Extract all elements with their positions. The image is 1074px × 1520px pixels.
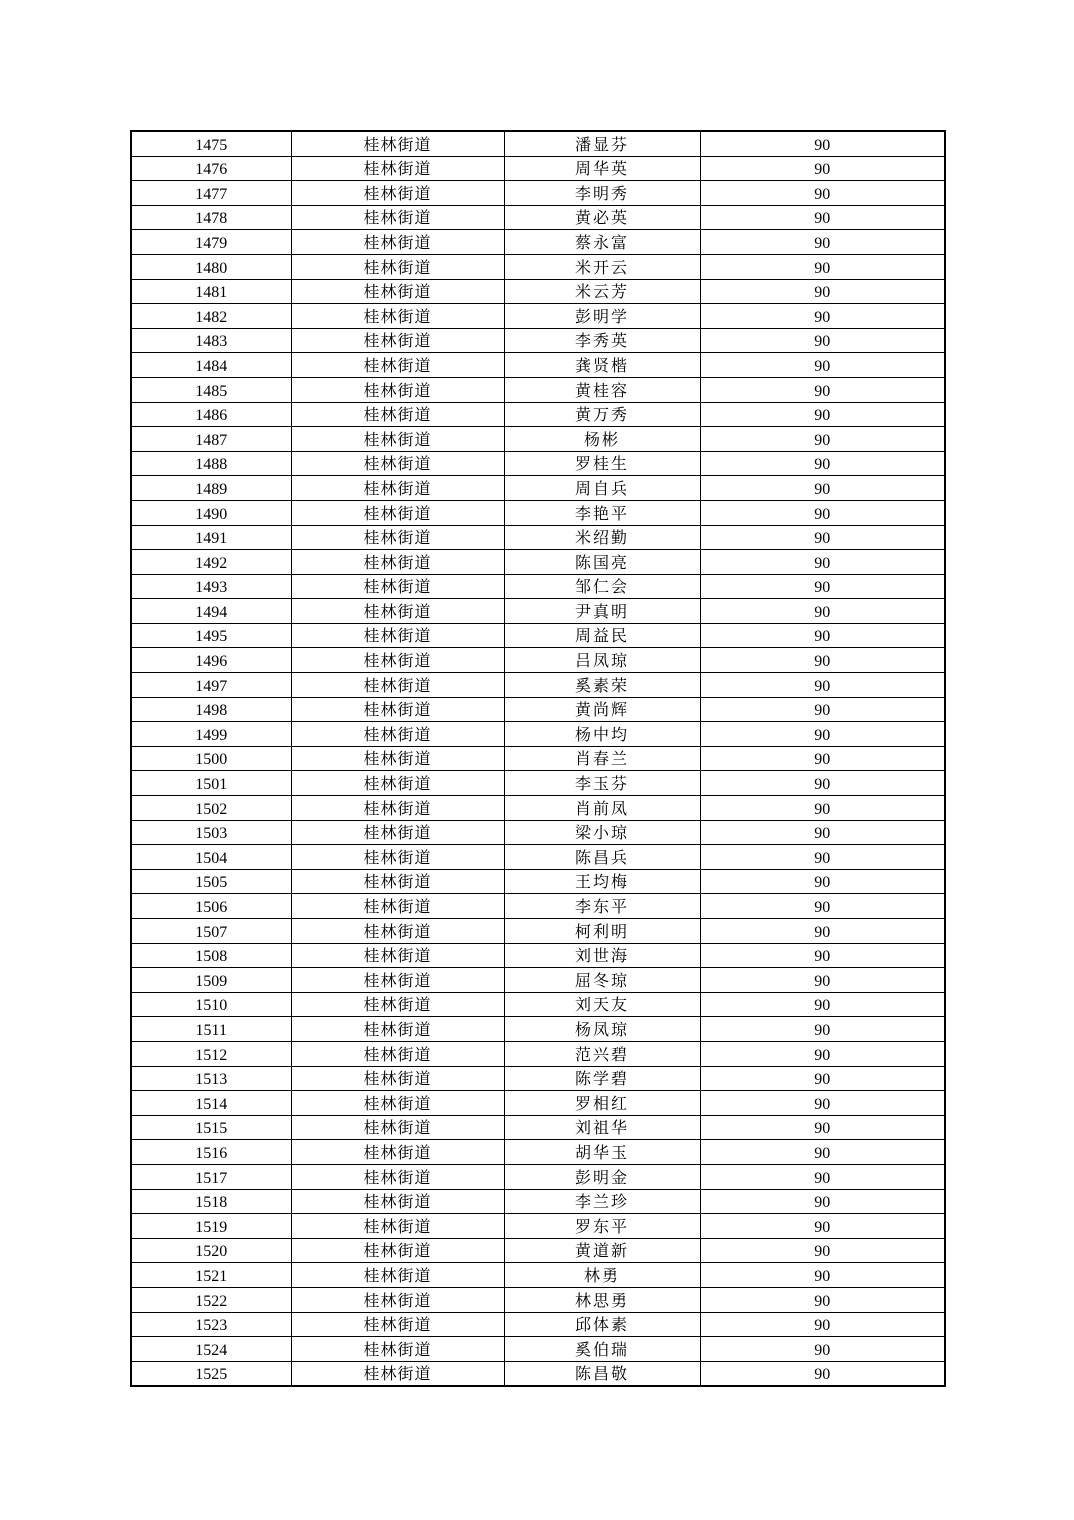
amount-cell: 90 — [700, 599, 945, 624]
street-cell: 桂林街道 — [291, 1361, 504, 1386]
street-cell: 桂林街道 — [291, 796, 504, 821]
name-cell: 黄道新 — [504, 1238, 700, 1263]
table-row — [131, 1263, 945, 1288]
street-cell: 桂林街道 — [291, 1017, 504, 1042]
name-cell: 刘祖华 — [504, 1115, 700, 1140]
serial-number-cell: 1509 — [131, 968, 291, 993]
serial-number-cell: 1502 — [131, 796, 291, 821]
amount-cell: 90 — [700, 1263, 945, 1288]
name-cell: 米绍勤 — [504, 525, 700, 550]
serial-number-cell: 1504 — [131, 845, 291, 870]
street-cell: 桂林街道 — [291, 156, 504, 181]
table-row — [131, 304, 945, 329]
serial-number-cell: 1522 — [131, 1287, 291, 1312]
name-cell: 周华英 — [504, 156, 700, 181]
table-row — [131, 1287, 945, 1312]
table-row — [131, 451, 945, 476]
street-cell: 桂林街道 — [291, 574, 504, 599]
street-cell: 桂林街道 — [291, 304, 504, 329]
name-cell: 林思勇 — [504, 1287, 700, 1312]
serial-number-cell: 1517 — [131, 1164, 291, 1189]
amount-cell: 90 — [700, 1017, 945, 1042]
serial-number-cell: 1492 — [131, 550, 291, 575]
street-cell: 桂林街道 — [291, 377, 504, 402]
table-row — [131, 697, 945, 722]
street-cell: 桂林街道 — [291, 722, 504, 747]
table-row — [131, 1140, 945, 1165]
street-cell: 桂林街道 — [291, 230, 504, 255]
amount-cell: 90 — [700, 1115, 945, 1140]
name-cell: 彭明金 — [504, 1164, 700, 1189]
name-cell: 刘世海 — [504, 943, 700, 968]
serial-number-cell: 1486 — [131, 402, 291, 427]
street-cell: 桂林街道 — [291, 279, 504, 304]
serial-number-cell: 1480 — [131, 254, 291, 279]
table-row — [131, 427, 945, 452]
amount-cell: 90 — [700, 1312, 945, 1337]
name-cell: 王均梅 — [504, 869, 700, 894]
table-row — [131, 550, 945, 575]
table-row — [131, 1164, 945, 1189]
name-cell: 柯利明 — [504, 919, 700, 944]
serial-number-cell: 1514 — [131, 1091, 291, 1116]
name-cell: 米云芳 — [504, 279, 700, 304]
serial-number-cell: 1516 — [131, 1140, 291, 1165]
serial-number-cell: 1505 — [131, 869, 291, 894]
table-row — [131, 205, 945, 230]
serial-number-cell: 1496 — [131, 648, 291, 673]
name-cell: 胡华玉 — [504, 1140, 700, 1165]
name-cell: 杨彬 — [504, 427, 700, 452]
serial-number-cell: 1490 — [131, 500, 291, 525]
amount-cell: 90 — [700, 673, 945, 698]
amount-cell: 90 — [700, 919, 945, 944]
name-cell: 杨凤琼 — [504, 1017, 700, 1042]
name-cell: 周益民 — [504, 623, 700, 648]
name-cell: 黄万秀 — [504, 402, 700, 427]
amount-cell: 90 — [700, 230, 945, 255]
serial-number-cell: 1520 — [131, 1238, 291, 1263]
amount-cell: 90 — [700, 648, 945, 673]
name-cell: 刘天友 — [504, 992, 700, 1017]
serial-number-cell: 1495 — [131, 623, 291, 648]
amount-cell: 90 — [700, 1287, 945, 1312]
serial-number-cell: 1475 — [131, 131, 291, 156]
serial-number-cell: 1513 — [131, 1066, 291, 1091]
table-row — [131, 1066, 945, 1091]
roster-table — [130, 130, 946, 1387]
street-cell: 桂林街道 — [291, 205, 504, 230]
street-cell: 桂林街道 — [291, 131, 504, 156]
table-row — [131, 746, 945, 771]
serial-number-cell: 1518 — [131, 1189, 291, 1214]
name-cell: 陈昌兵 — [504, 845, 700, 870]
street-cell: 桂林街道 — [291, 1337, 504, 1362]
serial-number-cell: 1501 — [131, 771, 291, 796]
street-cell: 桂林街道 — [291, 1091, 504, 1116]
name-cell: 林勇 — [504, 1263, 700, 1288]
amount-cell: 90 — [700, 1214, 945, 1239]
table-row — [131, 131, 945, 156]
name-cell: 李明秀 — [504, 181, 700, 206]
name-cell: 李东平 — [504, 894, 700, 919]
table-row — [131, 279, 945, 304]
serial-number-cell: 1500 — [131, 746, 291, 771]
serial-number-cell: 1494 — [131, 599, 291, 624]
amount-cell: 90 — [700, 1361, 945, 1386]
table-row — [131, 845, 945, 870]
street-cell: 桂林街道 — [291, 1189, 504, 1214]
name-cell: 屈冬琼 — [504, 968, 700, 993]
amount-cell: 90 — [700, 845, 945, 870]
amount-cell: 90 — [700, 943, 945, 968]
table-row — [131, 377, 945, 402]
amount-cell: 90 — [700, 1066, 945, 1091]
name-cell: 罗桂生 — [504, 451, 700, 476]
street-cell: 桂林街道 — [291, 894, 504, 919]
name-cell: 龚贤楷 — [504, 353, 700, 378]
serial-number-cell: 1485 — [131, 377, 291, 402]
amount-cell: 90 — [700, 156, 945, 181]
table-row — [131, 820, 945, 845]
name-cell: 范兴碧 — [504, 1041, 700, 1066]
amount-cell: 90 — [700, 402, 945, 427]
table-row — [131, 992, 945, 1017]
street-cell: 桂林街道 — [291, 1041, 504, 1066]
name-cell: 潘显芬 — [504, 131, 700, 156]
table-row — [131, 1091, 945, 1116]
serial-number-cell: 1506 — [131, 894, 291, 919]
table-row — [131, 574, 945, 599]
serial-number-cell: 1521 — [131, 1263, 291, 1288]
amount-cell: 90 — [700, 1189, 945, 1214]
table-row — [131, 943, 945, 968]
street-cell: 桂林街道 — [291, 673, 504, 698]
street-cell: 桂林街道 — [291, 1214, 504, 1239]
street-cell: 桂林街道 — [291, 845, 504, 870]
serial-number-cell: 1524 — [131, 1337, 291, 1362]
table-row — [131, 525, 945, 550]
name-cell: 黄必英 — [504, 205, 700, 230]
street-cell: 桂林街道 — [291, 869, 504, 894]
street-cell: 桂林街道 — [291, 353, 504, 378]
serial-number-cell: 1525 — [131, 1361, 291, 1386]
name-cell: 梁小琼 — [504, 820, 700, 845]
table-row — [131, 599, 945, 624]
serial-number-cell: 1507 — [131, 919, 291, 944]
amount-cell: 90 — [700, 525, 945, 550]
amount-cell: 90 — [700, 500, 945, 525]
street-cell: 桂林街道 — [291, 1140, 504, 1165]
serial-number-cell: 1493 — [131, 574, 291, 599]
table-row — [131, 968, 945, 993]
serial-number-cell: 1487 — [131, 427, 291, 452]
street-cell: 桂林街道 — [291, 476, 504, 501]
table-row — [131, 181, 945, 206]
street-cell: 桂林街道 — [291, 1263, 504, 1288]
street-cell: 桂林街道 — [291, 181, 504, 206]
serial-number-cell: 1483 — [131, 328, 291, 353]
table-row — [131, 673, 945, 698]
roster-table-body — [131, 131, 945, 1386]
name-cell: 李艳平 — [504, 500, 700, 525]
serial-number-cell: 1476 — [131, 156, 291, 181]
table-row — [131, 623, 945, 648]
serial-number-cell: 1510 — [131, 992, 291, 1017]
table-row — [131, 1115, 945, 1140]
amount-cell: 90 — [700, 377, 945, 402]
street-cell: 桂林街道 — [291, 451, 504, 476]
name-cell: 罗东平 — [504, 1214, 700, 1239]
street-cell: 桂林街道 — [291, 1066, 504, 1091]
table-row — [131, 919, 945, 944]
street-cell: 桂林街道 — [291, 1115, 504, 1140]
serial-number-cell: 1479 — [131, 230, 291, 255]
street-cell: 桂林街道 — [291, 697, 504, 722]
amount-cell: 90 — [700, 476, 945, 501]
amount-cell: 90 — [700, 353, 945, 378]
amount-cell: 90 — [700, 1140, 945, 1165]
amount-cell: 90 — [700, 574, 945, 599]
amount-cell: 90 — [700, 992, 945, 1017]
amount-cell: 90 — [700, 427, 945, 452]
name-cell: 邹仁会 — [504, 574, 700, 599]
serial-number-cell: 1491 — [131, 525, 291, 550]
name-cell: 陈国亮 — [504, 550, 700, 575]
table-row — [131, 1312, 945, 1337]
name-cell: 肖前凤 — [504, 796, 700, 821]
table-row — [131, 402, 945, 427]
street-cell: 桂林街道 — [291, 919, 504, 944]
amount-cell: 90 — [700, 304, 945, 329]
name-cell: 黄桂容 — [504, 377, 700, 402]
amount-cell: 90 — [700, 771, 945, 796]
serial-number-cell: 1481 — [131, 279, 291, 304]
table-row — [131, 1238, 945, 1263]
table-row — [131, 1337, 945, 1362]
table-row — [131, 771, 945, 796]
name-cell: 米开云 — [504, 254, 700, 279]
serial-number-cell: 1484 — [131, 353, 291, 378]
amount-cell: 90 — [700, 623, 945, 648]
amount-cell: 90 — [700, 1091, 945, 1116]
serial-number-cell: 1511 — [131, 1017, 291, 1042]
amount-cell: 90 — [700, 131, 945, 156]
table-row — [131, 796, 945, 821]
name-cell: 李秀英 — [504, 328, 700, 353]
serial-number-cell: 1489 — [131, 476, 291, 501]
table-row — [131, 230, 945, 255]
serial-number-cell: 1477 — [131, 181, 291, 206]
street-cell: 桂林街道 — [291, 623, 504, 648]
street-cell: 桂林街道 — [291, 402, 504, 427]
serial-number-cell: 1478 — [131, 205, 291, 230]
table-row — [131, 894, 945, 919]
table-row — [131, 1017, 945, 1042]
name-cell: 蔡永富 — [504, 230, 700, 255]
name-cell: 奚素荣 — [504, 673, 700, 698]
amount-cell: 90 — [700, 550, 945, 575]
table-row — [131, 1041, 945, 1066]
serial-number-cell: 1499 — [131, 722, 291, 747]
street-cell: 桂林街道 — [291, 1312, 504, 1337]
name-cell: 周自兵 — [504, 476, 700, 501]
street-cell: 桂林街道 — [291, 599, 504, 624]
serial-number-cell: 1498 — [131, 697, 291, 722]
table-row — [131, 254, 945, 279]
amount-cell: 90 — [700, 968, 945, 993]
amount-cell: 90 — [700, 205, 945, 230]
street-cell: 桂林街道 — [291, 1238, 504, 1263]
name-cell: 罗相红 — [504, 1091, 700, 1116]
street-cell: 桂林街道 — [291, 1164, 504, 1189]
street-cell: 桂林街道 — [291, 525, 504, 550]
amount-cell: 90 — [700, 697, 945, 722]
amount-cell: 90 — [700, 254, 945, 279]
table-row — [131, 722, 945, 747]
name-cell: 黄尚辉 — [504, 697, 700, 722]
amount-cell: 90 — [700, 328, 945, 353]
name-cell: 尹真明 — [504, 599, 700, 624]
serial-number-cell: 1497 — [131, 673, 291, 698]
street-cell: 桂林街道 — [291, 328, 504, 353]
amount-cell: 90 — [700, 722, 945, 747]
serial-number-cell: 1519 — [131, 1214, 291, 1239]
amount-cell: 90 — [700, 1041, 945, 1066]
name-cell: 陈昌敬 — [504, 1361, 700, 1386]
name-cell: 吕凤琼 — [504, 648, 700, 673]
amount-cell: 90 — [700, 894, 945, 919]
amount-cell: 90 — [700, 746, 945, 771]
amount-cell: 90 — [700, 1164, 945, 1189]
serial-number-cell: 1488 — [131, 451, 291, 476]
serial-number-cell: 1503 — [131, 820, 291, 845]
amount-cell: 90 — [700, 279, 945, 304]
serial-number-cell: 1512 — [131, 1041, 291, 1066]
street-cell: 桂林街道 — [291, 254, 504, 279]
street-cell: 桂林街道 — [291, 992, 504, 1017]
table-row — [131, 500, 945, 525]
name-cell: 陈学碧 — [504, 1066, 700, 1091]
name-cell: 李玉芬 — [504, 771, 700, 796]
table-row — [131, 328, 945, 353]
street-cell: 桂林街道 — [291, 968, 504, 993]
amount-cell: 90 — [700, 820, 945, 845]
amount-cell: 90 — [700, 181, 945, 206]
street-cell: 桂林街道 — [291, 648, 504, 673]
table-row — [131, 648, 945, 673]
name-cell: 奚伯瑞 — [504, 1337, 700, 1362]
serial-number-cell: 1515 — [131, 1115, 291, 1140]
name-cell: 杨中均 — [504, 722, 700, 747]
name-cell: 李兰珍 — [504, 1189, 700, 1214]
table-row — [131, 1214, 945, 1239]
street-cell: 桂林街道 — [291, 746, 504, 771]
amount-cell: 90 — [700, 1238, 945, 1263]
street-cell: 桂林街道 — [291, 550, 504, 575]
table-row — [131, 476, 945, 501]
amount-cell: 90 — [700, 796, 945, 821]
serial-number-cell: 1482 — [131, 304, 291, 329]
name-cell: 彭明学 — [504, 304, 700, 329]
street-cell: 桂林街道 — [291, 771, 504, 796]
table-row — [131, 156, 945, 181]
table-row — [131, 869, 945, 894]
serial-number-cell: 1523 — [131, 1312, 291, 1337]
serial-number-cell: 1508 — [131, 943, 291, 968]
table-row — [131, 1361, 945, 1386]
street-cell: 桂林街道 — [291, 427, 504, 452]
street-cell: 桂林街道 — [291, 943, 504, 968]
name-cell: 肖春兰 — [504, 746, 700, 771]
amount-cell: 90 — [700, 451, 945, 476]
street-cell: 桂林街道 — [291, 1287, 504, 1312]
street-cell: 桂林街道 — [291, 820, 504, 845]
table-row — [131, 1189, 945, 1214]
street-cell: 桂林街道 — [291, 500, 504, 525]
amount-cell: 90 — [700, 1337, 945, 1362]
name-cell: 邱体素 — [504, 1312, 700, 1337]
amount-cell: 90 — [700, 869, 945, 894]
table-row — [131, 353, 945, 378]
